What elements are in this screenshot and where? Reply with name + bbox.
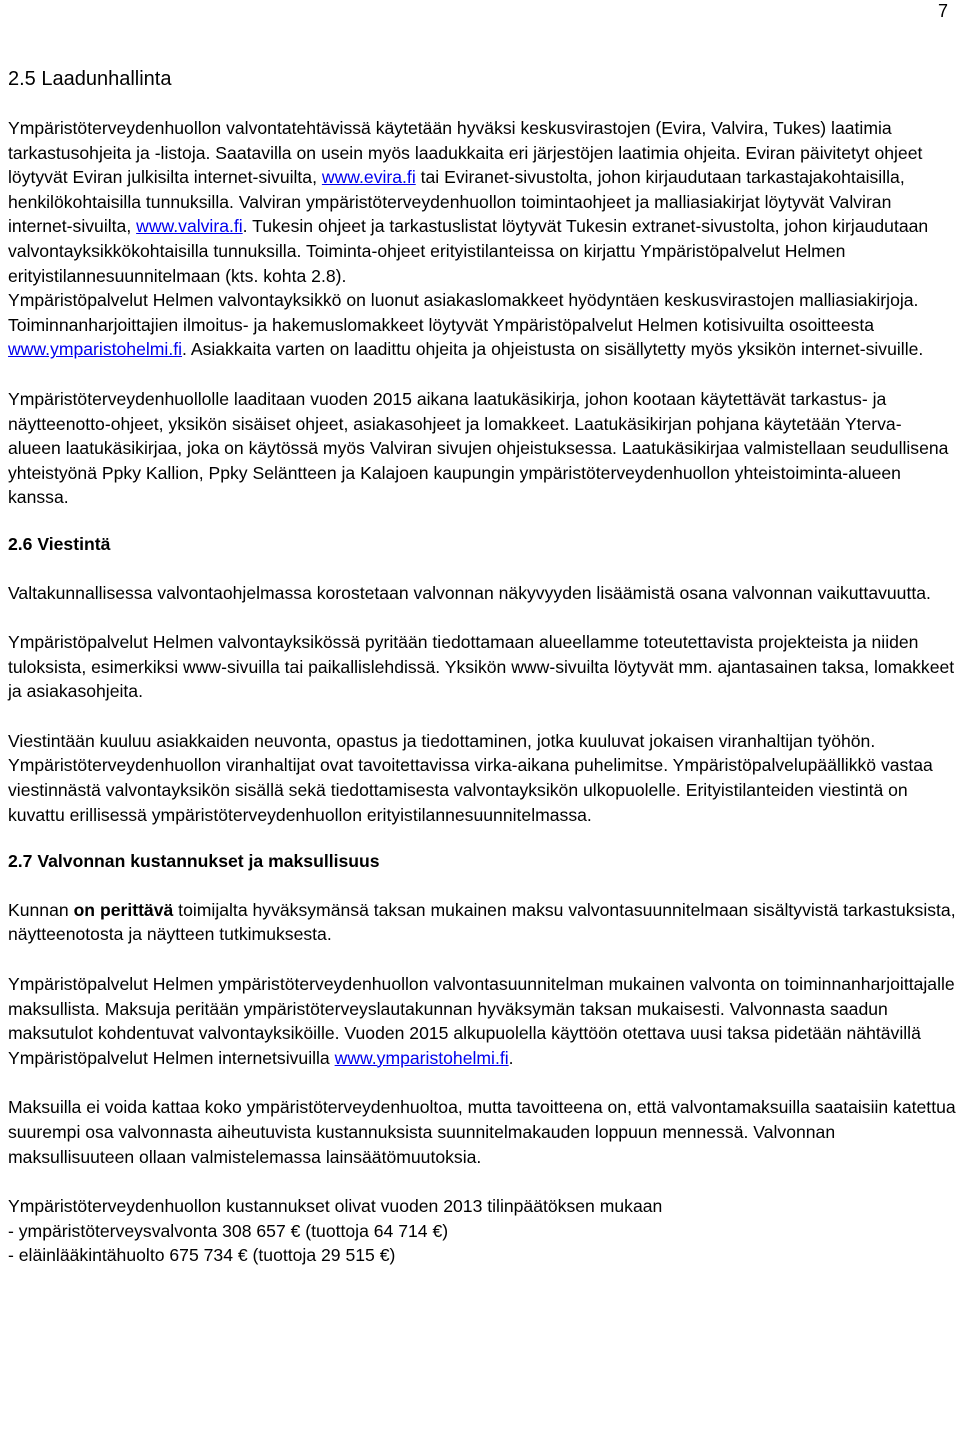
text-run: tai Eviranet-sivustolta, johon kirjaudutaan tarkastajakohtaisilla, henkilökohtaisilla tunnuksilla. Valviran ympäristöterveydenhuollon toimintaohjeet ja malliasiakirjat löytyvät Valviran internet-sivuilta, [8, 167, 905, 237]
document-body [8, 66, 956, 1268]
text-run: . [508, 1047, 514, 1068]
text-run: . Asiakkaita varten on laadittu ohjeita ja ohjeistusta on sisällytetty myös yksikön internet-sivuille. [182, 339, 924, 360]
section-heading-quality: 2.5 Laadunhallinta [8, 68, 172, 90]
paragraph-quality-3: Ympäristöterveydenhuollolle laaditaan vuoden 2015 aikana laatukäsikirja, johon kootaan käytettävät tarkastus- ja näytteenotto-ohjeet, yksikön sisäiset ohjeet, asiakasohjeet ja lomakkeet. Laatukäsikirjan pohjana käytetään Yterva- alueen laatukäsikirjaa, joka on käytössä myös Valviran sivujen ohjeistuksessa. Laatukäsikirjaa valmistellaan seudullisena yhteistyönä Ppky Kallion, Ppky Seläntteen ja Kalajoen kaupungin ympäristöterveydenhuollon yhteistoiminta-alueen kanssa. [8, 388, 949, 508]
costs-line-intro: Ympäristöterveydenhuollon kustannukset olivat vuoden 2013 tilinpäätöksen mukaan [8, 1196, 663, 1217]
paragraph-communication-3: Viestintään kuuluu asiakkaiden neuvonta, opastus ja tiedottaminen, jotka kuuluvat jokaisen viranhaltijan työhön. Ympäristöterveydenhuollon viranhaltijat ovat tavoitettavissa virka-aikana puhelimitse. Ympäristöpalvelupäällikkö vastaa viestinnästä valvontayksikön sisällä sekä tiedottamisesta valvontayksikön ulkopuolelle. Erityistilanteiden viestintä on kuvattu erillisessä ympäristöterveydenhuollon erityistilannesuunnitelmassa. [8, 730, 933, 825]
text-run: toimijalta hyväksymänsä taksan mukainen maksu valvontasuunnitelmaan sisältyvistä tarkastuksista, näytteenotosta ja näytteen tutkimuksesta. [8, 899, 956, 945]
text-run: . Tukesin ohjeet ja tarkastuslistat löytyvät Tukesin extranet-sivustolta, johon kirjaudutaan valvontayksikkökohtaisilla tunnuksilla. Toiminta-ohjeet erityistilanteissa on kirjattu Ympäristöpalvelut Helmen erityistilannesuunnitelmaan (kts. kohta 2.8). [8, 216, 929, 286]
section-heading-communication: 2.6 Viestintä [8, 533, 111, 554]
costs-line-environmental: - ympäristöterveysvalvonta 308 657 € (tuottoja 64 714 €) [8, 1220, 449, 1241]
paragraph-quality-2 [8, 288, 956, 362]
link-ymparistohelmi-2[interactable]: www.ymparistohelmi.fi [334, 1047, 509, 1068]
paragraph-costs-4 [8, 1194, 956, 1268]
text-run: Ympäristöterveydenhuollon valvontatehtävissä käytetään hyväksi keskusvirastojen (Evira, Valvira, Tukes) laatimia tarkastusohjeita ja -listoja. Saatavilla on usein myös laadukkaita eri järjestöjen laatimia ohjeita. Eviran päivitetyt ohjeet löytyvät Eviran julkisilta internet-sivuilta, [8, 118, 923, 188]
bold-emphasis: on perittävä [73, 899, 174, 920]
link-evira[interactable]: www.evira.fi [321, 167, 416, 188]
text-run: Ympäristöpalvelut Helmen valvontayksikkö on luonut asiakaslomakkeet hyödyntäen keskusvirastojen malliasiakirjoja. Toiminnanharjoittajien ilmoitus- ja hakemuslomakkeet löytyvät Ympäristöpalvelut Helmen kotisivuilta osoitteesta [8, 290, 919, 335]
paragraph-communication-1: Valtakunnallisessa valvontaohjelmassa korostetaan valvonnan näkyvyyden lisäämistä osana valvonnan vaikuttavuutta. [8, 582, 931, 603]
paragraph-costs-3: Maksuilla ei voida kattaa koko ympäristöterveydenhuoltoa, mutta tavoitteena on, että valvontamaksuilla saataisiin katettua suurempi osa valvonnasta aiheutuvista kustannuksista suunnitelmakauden loppuun mennessä. Valvonnan maksullisuuteen ollaan valmistelemassa lainsäätömuutoksia. [8, 1097, 956, 1167]
paragraph-communication-2: Ympäristöpalvelut Helmen valvontayksikössä pyritään tiedottamaan alueellamme toteutettavista projekteista ja niiden tuloksista, esimerkiksi www-sivuilla tai paikallislehdissä. Yksikön www-sivuilta löytyvät mm. ajantasainen taksa, lomakkeet ja asiakasohjeita. [8, 632, 955, 702]
paragraph-costs-2 [8, 972, 956, 1070]
link-ymparistohelmi[interactable]: www.ymparistohelmi.fi [8, 339, 183, 360]
costs-line-veterinary: - eläinlääkintähuolto 675 734 € (tuottoja 29 515 €) [8, 1245, 396, 1266]
paragraph-quality-1 [8, 116, 956, 288]
paragraph-costs-1 [8, 898, 956, 947]
page-number: 7 [937, 1, 948, 21]
section-heading-costs: 2.7 Valvonnan kustannukset ja maksullisuus [8, 851, 380, 872]
text-run: Kunnan [8, 899, 74, 920]
text-run: Ympäristöpalvelut Helmen ympäristöterveydenhuollon valvontasuunnitelman mukainen valvonta on toiminnanharjoittajalle maksullista. Maksuja peritään ympäristöterveyslautakunnan hyväksymän taksan mukaisesti. Valvonnasta saadun maksutulot kohdentuvat valvontayksiköille. Vuoden 2015 alkupuolella käyttöön otettava uusi taksa pidetään nähtävillä Ympäristöpalvelut Helmen internetsivuilla [8, 974, 955, 1068]
link-valvira[interactable]: www.valvira.fi [136, 216, 243, 237]
